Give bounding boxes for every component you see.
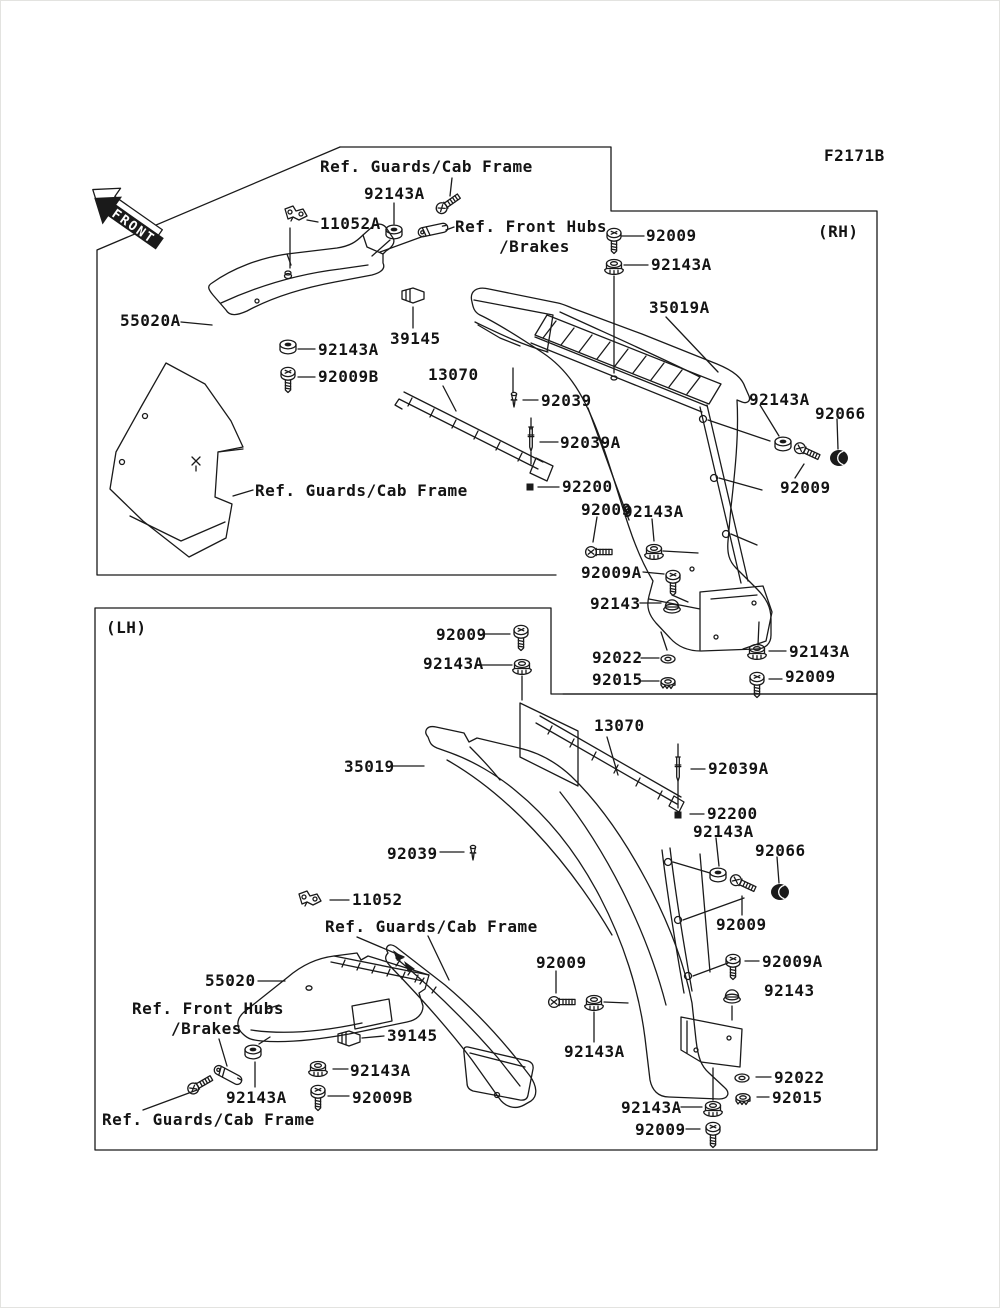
part-label-92039a-rh: 92039A — [560, 433, 621, 452]
part-label-92143a-rh-3: 92143A — [318, 340, 379, 359]
part-label-92143a-lh-6: 92143A — [621, 1098, 682, 1117]
pin-icon — [470, 845, 476, 860]
bolt-icon — [311, 1085, 325, 1110]
part-label-92009-lh-right: 92009 — [716, 915, 767, 934]
part-label-92143a-rh-6: 92143A — [789, 642, 850, 661]
part-label-92143a-rh-4: 92143A — [623, 502, 684, 521]
nut-icon — [661, 678, 675, 689]
bolt-icon — [281, 367, 295, 392]
grommet-icon — [245, 1045, 261, 1059]
part-label-92039-rh: 92039 — [541, 391, 592, 410]
bolt-icon — [793, 441, 821, 462]
part-label-92143-rh: 92143 — [590, 594, 641, 613]
part-label-92143a-lh-2: 92143A — [693, 822, 754, 841]
part-label-92015-lh: 92015 — [772, 1088, 823, 1107]
clip-bar-icon — [213, 1064, 244, 1086]
part-label-92009-lh-mid: 92009 — [536, 953, 587, 972]
hardware-icons — [186, 192, 848, 1148]
part-label-92066-rh: 92066 — [815, 404, 866, 423]
flange-nut-icon — [513, 660, 532, 675]
part-label-35019a: 35019A — [649, 298, 710, 317]
part-label-92200-rh: 92200 — [562, 477, 613, 496]
damper-pad-icon — [675, 812, 682, 819]
clip-bar-icon — [417, 222, 448, 237]
part-label-92009-lh-bottom: 92009 — [635, 1120, 686, 1139]
part-label-92009a-lh: 92009A — [762, 952, 823, 971]
bolt-icon — [726, 954, 740, 979]
ref-brakes-label-rh: /Brakes — [499, 237, 570, 256]
part-label-92009a-rh: 92009A — [581, 563, 642, 582]
part-label-92039a-lh: 92039A — [708, 759, 769, 778]
part-label-39145-lh: 39145 — [387, 1026, 438, 1045]
plug-cap-icon — [830, 450, 848, 466]
part-label-92066-lh: 92066 — [755, 841, 806, 860]
part-label-92143a-lh-top: 92143A — [423, 654, 484, 673]
bracket-icon — [285, 206, 307, 221]
bolt-icon — [729, 873, 757, 894]
rh-cab-frame-panel — [110, 363, 243, 557]
front-arrow-label: FRONT — [108, 206, 158, 248]
part-label-92009b-rh: 92009B — [318, 367, 379, 386]
flange-nut-icon — [748, 645, 767, 660]
part-label-92009b-lh: 92009B — [352, 1088, 413, 1107]
bolt-icon — [434, 192, 462, 216]
front-direction-arrow — [80, 176, 173, 258]
flange-nut-icon — [309, 1062, 328, 1077]
bolt-icon — [514, 625, 528, 650]
ref-guards-cab-frame-label-rh-top: Ref. Guards/Cab Frame — [320, 157, 533, 176]
part-label-35019-lh: 35019 — [344, 757, 395, 776]
flange-nut-icon — [605, 260, 624, 275]
washer-icon — [735, 1074, 749, 1082]
part-label-55020a: 55020A — [120, 311, 181, 330]
bolt-icon — [607, 228, 621, 253]
rivet-icon — [675, 757, 681, 781]
grommet-icon — [710, 868, 726, 882]
ref-guards-cab-frame-label-rh-mid: Ref. Guards/Cab Frame — [255, 481, 468, 500]
part-label-92022-rh: 92022 — [592, 648, 643, 667]
ref-front-hubs-label-rh: Ref. Front Hubs — [455, 217, 607, 236]
plug-cap-icon — [771, 884, 789, 900]
pin-icon — [511, 392, 517, 407]
part-label-92143a-rh-top: 92143A — [364, 184, 425, 203]
part-label-92022-lh: 92022 — [774, 1068, 825, 1087]
flange-nut-icon — [704, 1102, 723, 1117]
clip-icon — [338, 1031, 360, 1046]
bolt-icon — [666, 570, 680, 595]
part-label-92009-rh-right: 92009 — [780, 478, 831, 497]
part-label-92143a-rh-5: 92143A — [749, 390, 810, 409]
bolt-icon — [186, 1073, 214, 1096]
part-label-39145-rh: 39145 — [390, 329, 441, 348]
bolt-icon — [706, 1122, 720, 1147]
part-label-92009-lh-top: 92009 — [436, 625, 487, 644]
cap-nut-icon — [724, 990, 741, 1003]
lh-tag: (LH) — [106, 618, 147, 637]
ref-guards-cab-frame-label-lh-bottom: Ref. Guards/Cab Frame — [102, 1110, 315, 1129]
rh-fender-flap-55020a — [209, 224, 394, 315]
flange-nut-icon — [585, 996, 604, 1011]
damper-pad-icon — [527, 484, 534, 491]
part-label-13070-lh: 13070 — [594, 716, 645, 735]
rh-tag: (RH) — [818, 222, 859, 241]
part-label-13070-rh: 13070 — [428, 365, 479, 384]
part-label-92143-lh: 92143 — [764, 981, 815, 1000]
part-label-11052-lh: 11052 — [352, 890, 403, 909]
bolt-icon — [586, 547, 612, 558]
bracket-icon — [299, 891, 321, 906]
grommet-icon — [280, 340, 296, 354]
part-label-92143a-lh-4: 92143A — [226, 1088, 287, 1107]
rivet-icon — [528, 427, 534, 451]
ref-guards-cab-frame-label-lh-top: Ref. Guards/Cab Frame — [325, 917, 538, 936]
part-label-92009-rh-mid: 92009 — [581, 500, 632, 519]
grommet-icon — [386, 225, 402, 239]
part-label-92200-lh: 92200 — [707, 804, 758, 823]
part-label-92015-rh: 92015 — [592, 670, 643, 689]
washer-icon — [661, 655, 675, 663]
part-label-92039-lh: 92039 — [387, 844, 438, 863]
part-label-11052a: 11052A — [320, 214, 381, 233]
bolt-icon — [549, 997, 575, 1008]
part-label-55020-lh: 55020 — [205, 971, 256, 990]
grommet-icon — [775, 437, 791, 451]
clip-icon — [402, 288, 424, 303]
part-label-92143a-lh-3: 92143A — [350, 1061, 411, 1080]
part-label-92009-rh-bottom: 92009 — [785, 667, 836, 686]
part-label-92143a-lh-5: 92143A — [564, 1042, 625, 1061]
ref-brakes-label-lh: /Brakes — [171, 1019, 242, 1038]
figure-code: F2171B — [824, 146, 885, 165]
part-label-92143a-rh-2: 92143A — [651, 255, 712, 274]
ref-front-hubs-label-lh: Ref. Front Hubs — [132, 999, 284, 1018]
flange-nut-icon — [645, 545, 664, 560]
nut-icon — [736, 1094, 750, 1105]
part-label-92009-rh-top: 92009 — [646, 226, 697, 245]
